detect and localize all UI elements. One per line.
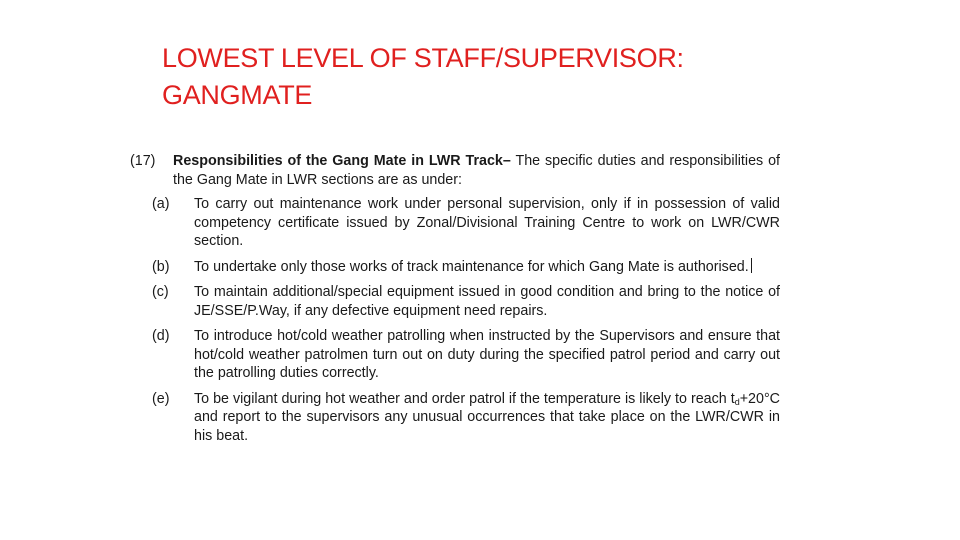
responsibility-list bbox=[130, 195, 780, 445]
clause-intro-text: The specific duties and responsibilities of the Gang Mate in LWR sections are as under: bbox=[173, 153, 780, 188]
list-item-text-part-2: +20°C and report to the supervisors any unusual occurrences that take place on the LWR/CWR in his beat. bbox=[194, 390, 780, 444]
list-item bbox=[130, 283, 780, 320]
list-item-text: To carry out maintenance work under personal supervision, only if in possession of valid competency certificate issued by Zonal/Divisional Training Centre to work on LWR/CWR section. bbox=[194, 196, 780, 249]
slide-title-line-2: GANGMATE bbox=[162, 80, 313, 110]
list-item-text-part-1: To be vigilant during hot weather and order patrol if the temperature is likely to reach t bbox=[194, 390, 735, 407]
clause-header bbox=[130, 152, 780, 189]
scanned-document-excerpt bbox=[130, 152, 780, 452]
list-item-label: (c) bbox=[152, 284, 169, 300]
clause-number: (17) bbox=[130, 153, 156, 169]
slide-title bbox=[162, 40, 762, 114]
temperature-subscript: d bbox=[734, 396, 740, 407]
list-item-text: To maintain additional/special equipment issued in good condition and bring to the notice of JE/SSE/P.Way, if any defective equipment need repairs. bbox=[194, 284, 780, 319]
clause-intro bbox=[173, 152, 780, 189]
list-item bbox=[130, 258, 780, 277]
list-item-text: To introduce hot/cold weather patrolling when instructed by the Supervisors and ensure that hot/cold weather patrolmen turn out on duty during the specified patrol period and carry out the patrolling duties correctly. bbox=[194, 328, 780, 381]
list-item-label: (a) bbox=[152, 196, 170, 212]
list-item-body bbox=[194, 390, 780, 446]
list-item bbox=[130, 327, 780, 383]
list-item-body bbox=[194, 258, 780, 277]
list-item-label: (b) bbox=[152, 258, 170, 275]
text-cursor bbox=[751, 258, 752, 273]
clause-heading: Responsibilities of the Gang Mate in LWR Track– bbox=[173, 153, 511, 169]
list-item-label: (d) bbox=[152, 328, 170, 344]
list-item bbox=[130, 195, 780, 251]
list-item-text: To undertake only those works of track maintenance for which Gang Mate is authorised. bbox=[194, 258, 749, 275]
list-item bbox=[130, 390, 780, 446]
list-item-label: (e) bbox=[152, 390, 170, 407]
slide-title-line-1: LOWEST LEVEL OF STAFF/SUPERVISOR: bbox=[162, 43, 684, 73]
